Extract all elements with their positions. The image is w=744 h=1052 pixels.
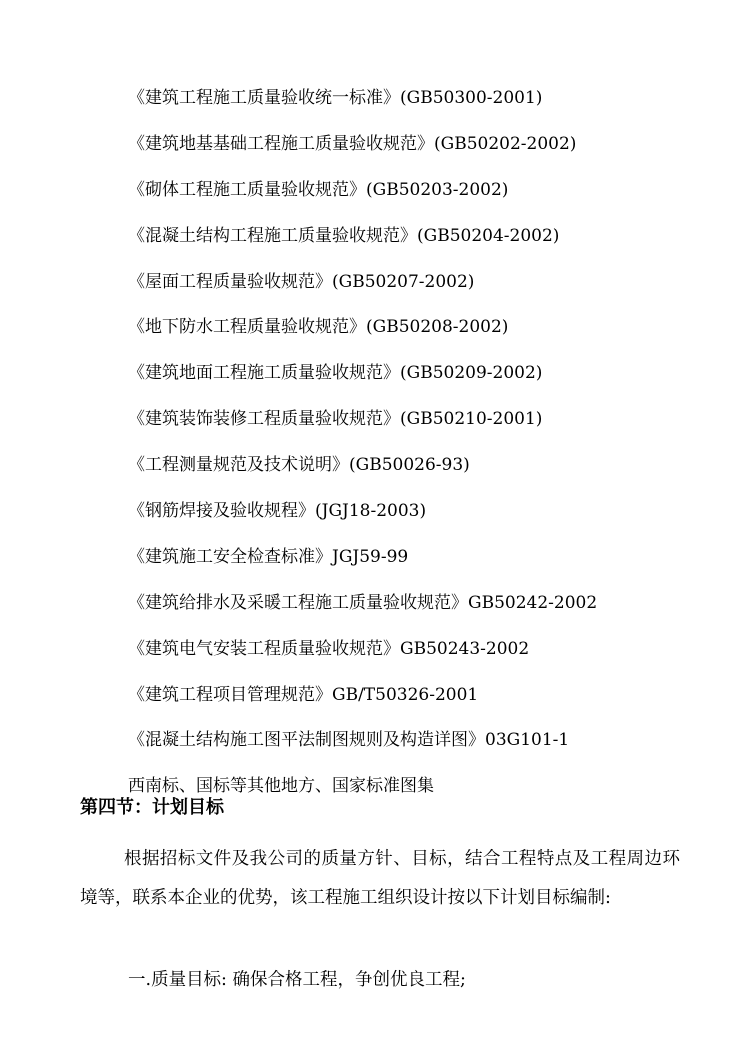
standard-item: 《建筑地基基础工程施工质量验收规范》(GB50202-2002) — [128, 133, 577, 154]
standard-item: 《屋面工程质量验收规范》(GB50207-2002) — [128, 271, 475, 292]
standard-item: 《钢筋焊接及验收规程》(JGJ18-2003) — [128, 501, 427, 522]
standard-item: 《工程测量规范及技术说明》(GB50026-93) — [128, 455, 470, 476]
standard-item: 《建筑施工安全检查标准》JGJ59-99 — [128, 546, 409, 567]
standard-item: 《砌体工程施工质量验收规范》(GB50203-2002) — [128, 179, 509, 200]
standard-item: 《混凝土结构施工图平法制图规则及构造详图》03G101-1 — [128, 730, 570, 751]
standards-list — [128, 84, 597, 818]
section-title: 第四节：计划目标 — [80, 797, 224, 818]
body-paragraph: 根据招标文件及我公司的质量方针、目标，结合工程特点及工程周边环境等，联系本企业的优势，该工程施工组织设计按以下计划目标编制: — [80, 849, 680, 908]
standard-item: 《建筑工程施工质量验收统一标准》(GB50300-2001) — [128, 88, 543, 108]
standard-item: 《建筑给排水及采暖工程施工质量验收规范》GB50242-2002 — [128, 592, 598, 613]
standard-item: 《建筑工程项目管理规范》GB/T50326-2001 — [128, 684, 479, 705]
standard-item: 《地下防水工程质量验收规范》(GB50208-2002) — [128, 317, 509, 338]
quality-goal: 一.质量目标: 确保合格工程，争创优良工程; — [128, 970, 466, 990]
standard-item: 《建筑地面工程施工质量验收规范》(GB50209-2002) — [128, 363, 543, 384]
standard-item: 西南标、国标等其他地方、国家标准图集 — [128, 776, 434, 797]
standard-item: 《建筑装饰装修工程质量验收规范》(GB50210-2001) — [128, 409, 543, 430]
standard-item: 《建筑电气安装工程质量验收规范》GB50243-2002 — [128, 638, 530, 659]
standard-item: 《混凝土结构工程施工质量验收规范》(GB50204-2002) — [128, 225, 560, 246]
